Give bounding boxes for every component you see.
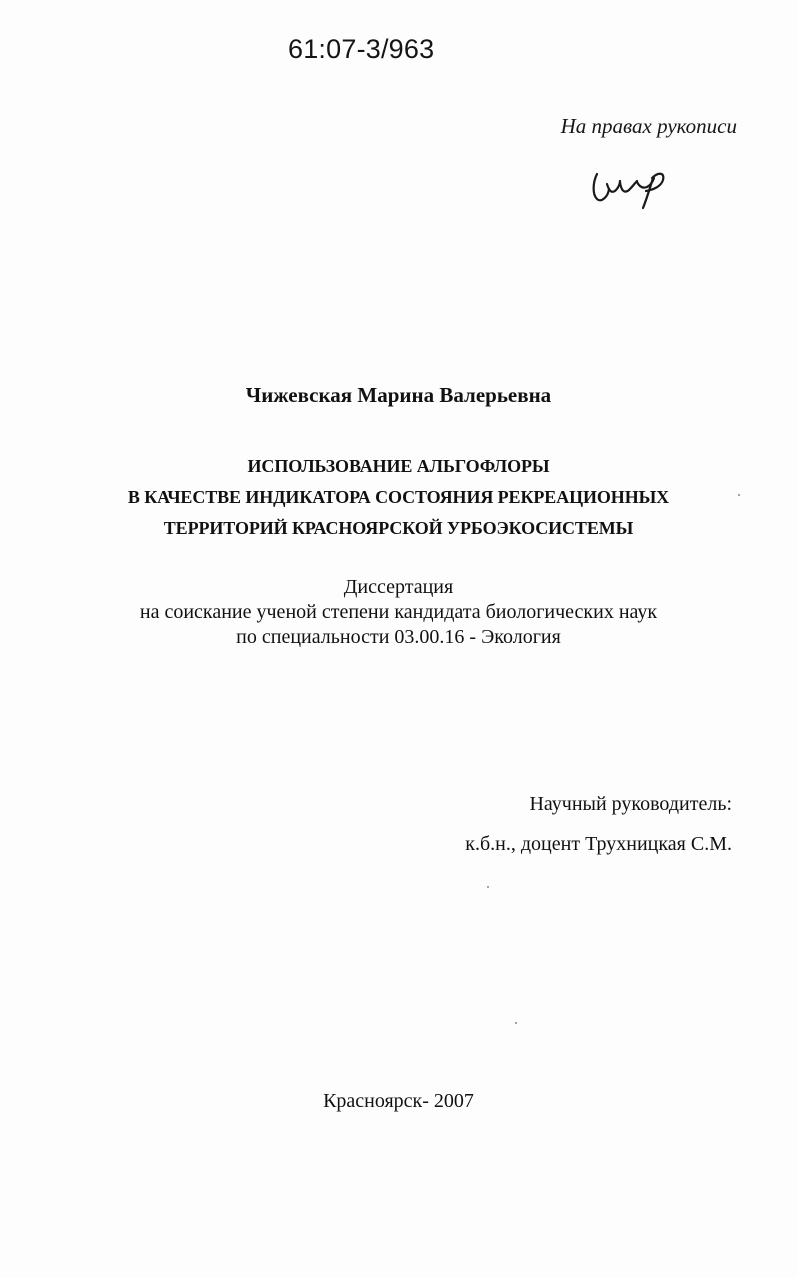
handwritten-signature-icon xyxy=(585,160,675,218)
title-line: ТЕРРИТОРИЙ КРАСНОЯРСКОЙ УРБОЭКОСИСТЕМЫ xyxy=(163,518,634,538)
city-year: Красноярск- 2007 xyxy=(323,1090,474,1112)
degree-sought: на соискание ученой степени кандидата биологических наук xyxy=(139,601,658,623)
supervisor-label: Научный руководитель: xyxy=(529,793,732,815)
dissertation-title xyxy=(0,451,797,544)
title-line: ИСПОЛЬЗОВАНИЕ АЛЬГОФЛОРЫ xyxy=(247,456,550,476)
specialty: по специальности 03.00.16 - Экология xyxy=(236,626,561,648)
scan-speck xyxy=(487,886,489,888)
title-line: В КАЧЕСТВЕ ИНДИКАТОРА СОСТОЯНИЯ РЕКРЕАЦИОННЫХ xyxy=(127,487,670,507)
supervisor-name: к.б.н., доцент Трухницкая С.М. xyxy=(465,833,732,855)
dissertation-info xyxy=(0,575,797,650)
rights-note: На правах рукописи xyxy=(560,114,737,138)
scan-speck xyxy=(738,494,740,496)
scan-speck xyxy=(515,1022,517,1024)
archive-stamp-number: 61:07-3/963 xyxy=(288,34,435,64)
dissertation-type: Диссертация xyxy=(343,576,454,598)
author-name: Чижевская Марина Валерьевна xyxy=(245,383,552,407)
